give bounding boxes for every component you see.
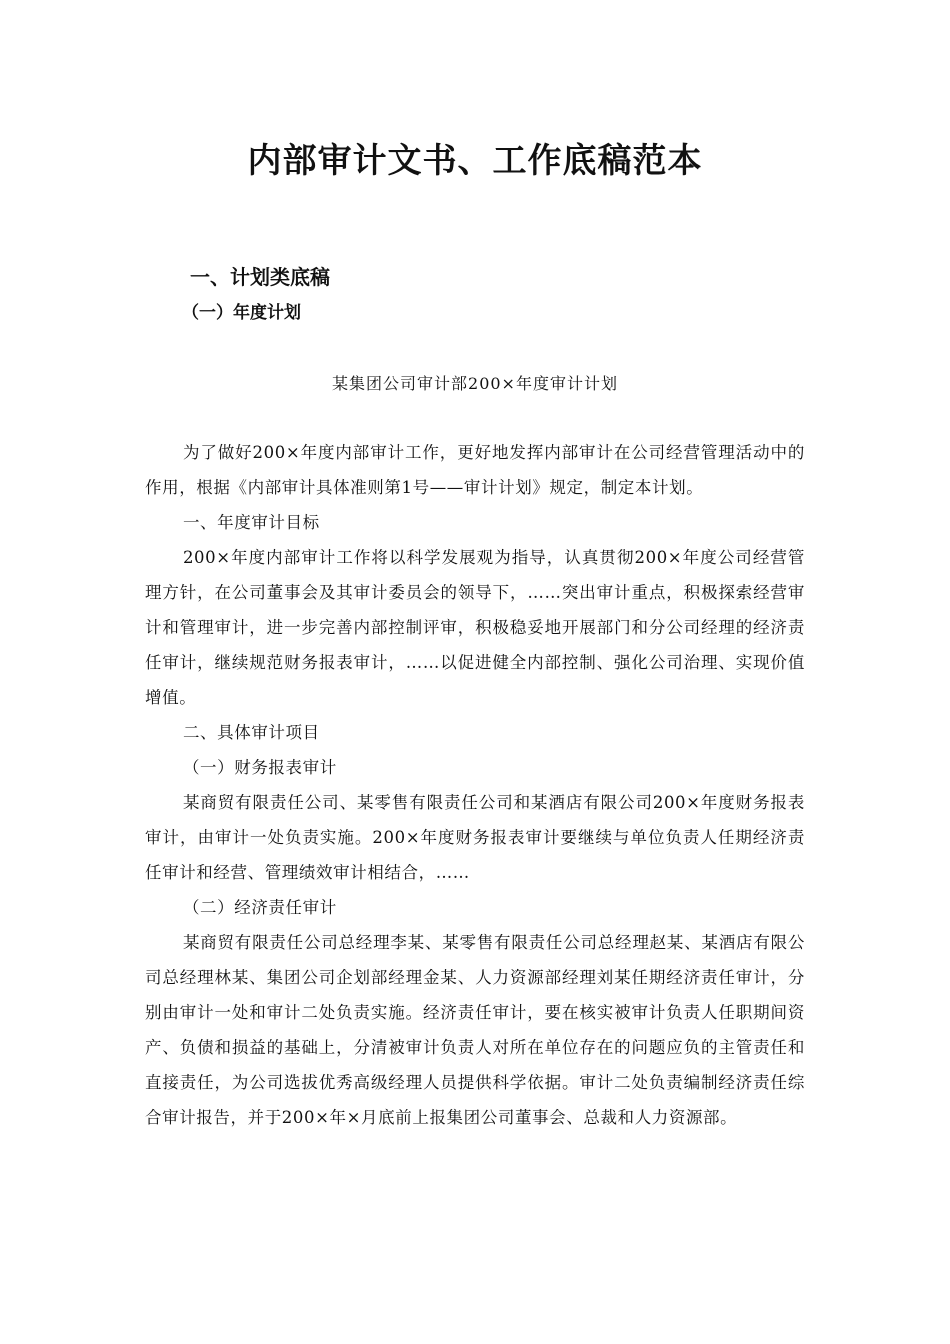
heading-economic-responsibility-audit: （二）经济责任审计 (182, 898, 337, 917)
paragraph-intro: 为了做好200×年度内部审计工作，更好地发挥内部审计在公司经营管理活动中的作用，根据《内部审计具体准则第1号——审计计划》规定，制定本计划。 (145, 443, 805, 497)
document-title: 内部审计文书、工作底稿范本 (247, 141, 703, 181)
document-body (145, 435, 805, 1135)
plan-title: 某集团公司审计部200×年度审计计划 (332, 374, 618, 393)
heading-annual-objective: 一、年度审计目标 (182, 513, 320, 532)
section-heading: 一、计划类底稿 (190, 265, 330, 289)
subsection-heading: （一）年度计划 (182, 303, 301, 323)
paragraph-financial-audit: 某商贸有限责任公司、某零售有限责任公司和某酒店有限公司200×年度财务报表审计，由审计一处负责实施。200×年度财务报表审计要继续与单位负责人任期经济责任审计和经营、管理绩效审计相结合，…… (145, 793, 805, 882)
heading-audit-projects: 二、具体审计项目 (182, 723, 320, 742)
paragraph-economic-responsibility-audit: 某商贸有限责任公司总经理李某、某零售有限责任公司总经理赵某、某酒店有限公司总经理林某、集团公司企划部经理金某、人力资源部经理刘某任期经济责任审计，分别由审计一处和审计二处负责实施。经济责任审计，要在核实被审计负责人任职期间资产、负债和损益的基础上，分清被审计负责人对所在单位存在的问题应负的主管责任和直接责任，为公司选拔优秀高级经理人员提供科学依据。审计二处负责编制经济责任综合审计报告，并于200×年×月底前上报集团公司董事会、总裁和人力资源部。 (145, 933, 805, 1127)
heading-financial-audit: （一）财务报表审计 (182, 758, 337, 777)
paragraph-objective: 200×年度内部审计工作将以科学发展观为指导，认真贯彻200×年度公司经营管理方针，在公司董事会及其审计委员会的领导下，……突出审计重点，积极探索经营审计和管理审计，进一步完善内部控制评审，积极稳妥地开展部门和分公司经理的经济责任审计，继续规范财务报表审计，……以促进健全内部控制、强化公司治理、实现价值增值。 (145, 548, 805, 707)
